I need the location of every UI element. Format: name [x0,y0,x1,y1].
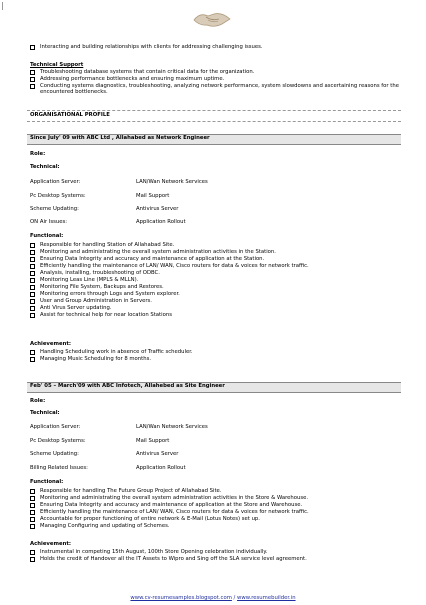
org-profile-title: ORGANISATIONAL PROFILE [30,112,110,118]
list-item: Addressing performance bottlenecks and ensuring maximum uptime. [30,76,410,83]
list-item [30,277,410,284]
tech-row-value: Antivirus Server [136,206,179,212]
technical-label: Technical: [30,410,60,416]
functional-label: Functional: [30,479,64,485]
checkbox-bullet-icon [30,350,35,355]
list-item: Managing Music Scheduling for 8 months. [30,356,410,363]
list-item [30,488,410,495]
checkbox-bullet-icon [30,243,35,248]
list-item [30,312,410,319]
footer-separator: / [231,595,238,601]
tech-row-value: Mail Support [136,193,170,199]
list-item-text: Responsible for handling Station of Allahabad Site. [40,242,175,248]
checkbox-bullet-icon [30,489,35,494]
list-item-text: Responsible for handling The Future Group Project of Allahabad Site. [40,488,222,494]
tech-row-label: Scheme Updating: [30,451,79,457]
checkbox-bullet-icon [30,510,35,515]
list-item: Instrumental in competing 15th August, 100th Store Opening celebration individually. [30,549,410,556]
list-item-text: Monitoring errors through Logs and System explorer. [40,291,180,297]
checkbox-bullet-icon [30,557,35,562]
list-item [30,256,410,263]
functional-label: Functional: [30,233,64,239]
list-item-text: Efficiently handling the maintenance of LAN/ WAN, Cisco routers for data & voices for network traffic. [40,263,309,269]
job-header: Since July' 09 with ABC Ltd , Allahabed as Network Engineer [30,135,210,141]
list-item-text: Ensuring Data Integrity and accuracy and maintenance of application at the Store and Warehouse. [40,502,303,508]
checkbox-bullet-icon [30,524,35,529]
list-item-text: Monitoring Leas Line (MPLS & MLLN). [40,277,139,283]
list-item-text: Efficiently handling the maintenance of LAN/ WAN, Cisco routers for data & voices for network traffic. [40,509,309,515]
checkbox-bullet-icon [30,278,35,283]
checkbox-bullet-icon [30,271,35,276]
checkbox-bullet-icon [30,292,35,297]
tech-row-label: Billing Related Issues: [30,465,88,471]
list-item-text: Monitoring and administrating the overall system administration activities in the Store & Warehouse. [40,495,309,501]
list-item [30,509,410,516]
tech-row-value: Mail Support [136,438,170,444]
checkbox-bullet-icon [30,550,35,555]
handshake-logo-icon [192,8,232,30]
list-item [30,502,410,509]
checkbox-bullet-icon [30,503,35,508]
checkbox-bullet-icon [30,45,35,50]
checkbox-bullet-icon [30,250,35,255]
checkbox-bullet-icon [30,496,35,501]
list-item [30,242,410,249]
section-heading: Technical Support [30,62,84,68]
tech-row-label: Pc Desktop Systems: [30,193,86,199]
checkbox-bullet-icon [30,357,35,362]
tech-row-value: LAN/Wan Network Services [136,179,208,185]
role-label: Role: [30,151,46,157]
role-label: Role: [30,398,46,404]
list-item [30,523,410,530]
section-divider [27,110,401,111]
list-item [30,263,410,270]
list-item: Interacting and building relationships with clients for addressing challenging issues. [30,44,410,51]
checkbox-bullet-icon [30,313,35,318]
list-item [30,298,410,305]
tech-row-value: Application Rollout [136,465,186,471]
list-item-text: Anti Virus Server updating. [40,305,112,311]
tech-row-label: Scheme Updating: [30,206,79,212]
list-item-text: Accountable for proper functioning of entire network & E-Mail (Lotus Notes) set up. [40,516,260,522]
list-item-text: Ensuring Data Integrity and accuracy and maintenance of application at the Station. [40,256,265,262]
tech-row-value: Antivirus Server [136,451,179,457]
checkbox-bullet-icon [30,264,35,269]
list-item [30,249,410,256]
achievement-label: Achievement: [30,341,71,347]
section-divider [27,121,401,122]
list-item: Conducting systems diagnostics, troubleshooting, analyzing network performance, system slowdowns and ascertaining reasons for the encountered bottlenecks. [30,83,410,96]
checkbox-bullet-icon [30,77,35,82]
tech-row-label: Application Server: [30,179,81,185]
footer-link-1[interactable]: www.cv-resumesamples.blogspot.com [130,595,232,601]
list-item-text: Managing Configuring and updating of Schemes. [40,523,170,529]
technical-label: Technical: [30,164,60,170]
list-item: Handling Scheduling work in absence of Traffic scheduler. [30,349,410,356]
checkbox-bullet-icon [30,299,35,304]
tech-row-value: LAN/Wan Network Services [136,424,208,430]
page-corner-mark [2,2,7,10]
list-item-text: Monitoring File System, Backups and Restores. [40,284,164,290]
checkbox-bullet-icon [30,517,35,522]
tech-row-label: Application Server: [30,424,81,430]
achievement-label: Achievement: [30,541,71,547]
checkbox-bullet-icon [30,306,35,311]
tech-row-value: Application Rollout [136,219,186,225]
footer [0,595,426,601]
list-item [30,291,410,298]
checkbox-bullet-icon [30,84,35,89]
tech-row-label: ON Air Issues: [30,219,68,225]
list-item-text: Assist for technical help for near location Stations [40,312,172,318]
checkbox-bullet-icon [30,70,35,75]
tech-row-label: Pc Desktop Systems: [30,438,86,444]
list-item: Holds the credit of Handover all the IT Assets to Wipro and Sing off the SLA service level agreement. [30,556,410,563]
list-item [30,516,410,523]
checkbox-bullet-icon [30,285,35,290]
list-item: Troubleshooting database systems that contain critical data for the organization. [30,69,410,76]
list-item-text: User and Group Administration in Servers. [40,298,152,304]
job-header: Feb' 05 – March'09 with ABC Infotech, Allahebed as Site Engineer [30,383,225,389]
list-item [30,495,410,502]
footer-link-2[interactable]: www.resumebuilder.in [237,595,296,601]
list-item [30,305,410,312]
list-item [30,270,410,277]
checkbox-bullet-icon [30,257,35,262]
list-item-text: Analysis, installing, troubleshooting of ODBC. [40,270,160,276]
list-item-text: Monitoring and administrating the overall system administration activities in the Station. [40,249,276,255]
list-item [30,284,410,291]
